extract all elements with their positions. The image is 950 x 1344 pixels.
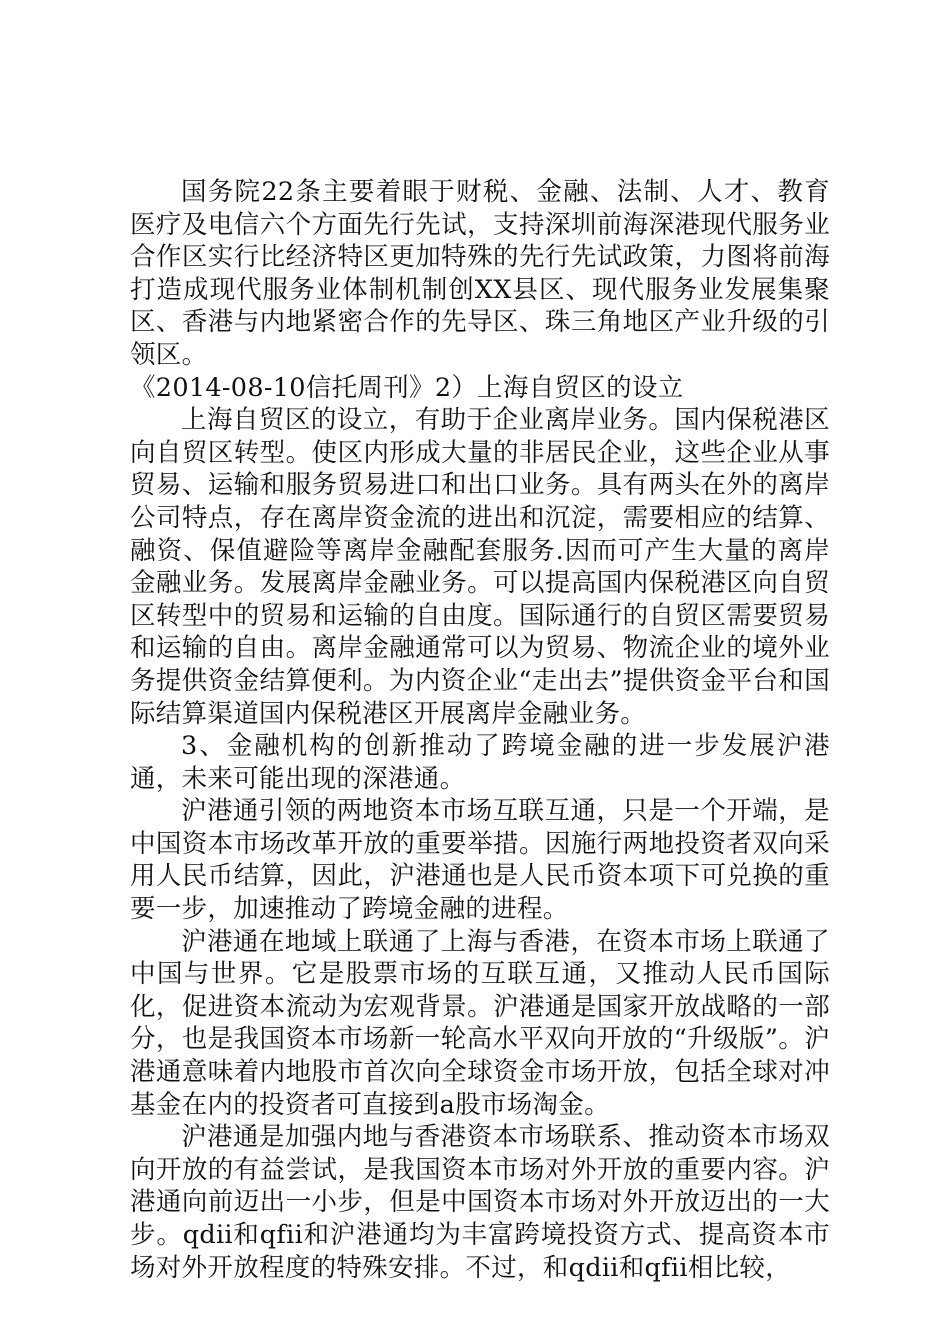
paragraph-connect-opening: 沪港通是加强内地与香港资本市场联系、推动资本市场双向开放的有益尝试，是我国资本市场对外开放的重要内容。沪港通向前迈出一小步，但是中国资本市场对外开放迈出的一大步。qdii和qfii和沪港通均为丰富跨境投资方式、提高资本市场对外开放程度的特殊安排。不过，和qdii和qfii相比较， — [130, 1122, 830, 1283]
paragraph-financial-innovation: 3、金融机构的创新推动了跨境金融的进一步发展沪港通，未来可能出现的深港通。 — [130, 731, 830, 794]
paragraph-connect-regions: 沪港通在地域上联通了上海与香港，在资本市场上联通了中国与世界。它是股票市场的互联互通，又推动人民币国际化，促进资本流动为宏观背景。沪港通是国家开放战略的一部分，也是我国资本市场新一轮高水平双向开放的“升级版”。沪港通意味着内地股市首次向全球资金市场开放，包括全球对冲基金在内的投资者可直接到a股市场淘金。 — [130, 926, 830, 1120]
paragraph-connect-intro: 沪港通引领的两地资本市场互联互通，只是一个开端，是中国资本市场改革开放的重要举措。因施行两地投资者双向采用人民币结算，因此，沪港通也是人民币资本项下可兑换的重要一步，加速推动了跨境金融的进程。 — [130, 796, 830, 925]
paragraph-shanghai-ftz: 上海自贸区的设立，有助于企业离岸业务。国内保税港区向自贸区转型。使区内形成大量的非居民企业，这些企业从事贸易、运输和服务贸易进口和出口业务。具有两头在外的离岸公司特点，存在离岸资金流的进出和沉淀，需要相应的结算、融资、保值避险等离岸金融配套服务.因而可产生大量的离岸金融业务。发展离岸金融业务。可以提高国内保税港区向自贸区转型中的贸易和运输的自由度。国际通行的自贸区需要贸易和运输的自由。离岸金融通常可以为贸易、物流企业的境外业务提供资金结算便利。为内资企业“走出去”提供资金平台和国际结算渠道国内保税港区开展离岸金融业务。 — [130, 405, 830, 729]
document-body — [130, 176, 830, 1284]
paragraph-source-heading: 《2014-08-10信托周刊》2）上海自贸区的设立 — [130, 372, 684, 403]
paragraph-state-council-22: 国务院22条主要着眼于财税、金融、法制、人才、教育医疗及电信六个方面先行先试，支持深圳前海深港现代服务业合作区实行比经济特区更加特殊的先行先试政策，力图将前海打造成现代服务业体制机制创XX县区、现代服务业发展集聚区、香港与内地紧密合作的先导区、珠三角地区产业升级的引领区。 — [130, 177, 830, 370]
